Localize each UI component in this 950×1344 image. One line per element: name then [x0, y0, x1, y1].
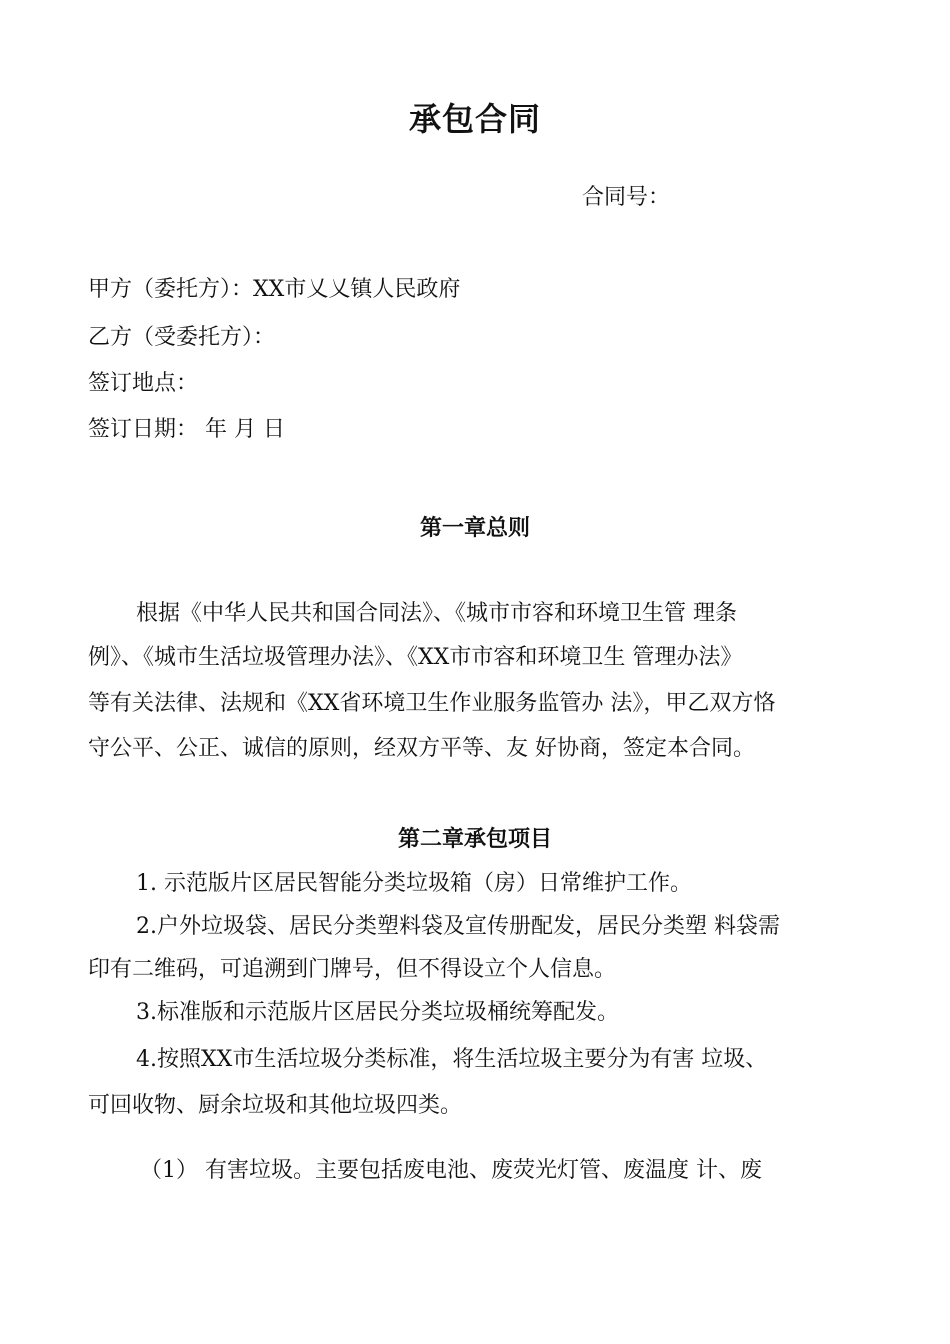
chapter-2-item-2-line-1: 2.户外垃圾袋、居民分类塑料袋及宣传册配发，居民分类塑 料袋需 — [136, 914, 780, 939]
chapter-1-line-2: 例》、《城市生活垃圾管理办法》、《XX市市容和环境卫生 管理办法》 — [88, 645, 743, 670]
chapter-1-line-1: 根据《中华人民共和国合同法》、《城市市容和环境卫生管 理条 — [136, 601, 737, 626]
document-title: 承包合同 — [408, 100, 541, 138]
chapter-2-heading: 第二章承包项目 — [397, 827, 552, 852]
chapter-2-item-3: 3.标准版和示范版片区居民分类垃圾桶统筹配发。 — [136, 1000, 619, 1025]
party-a-line: 甲方（委托方）：XX市乂乂镇人民政府 — [88, 277, 461, 302]
signing-date-line: 签订日期： 年 月 日 — [88, 417, 285, 442]
chapter-2-sub-item-1: （1） 有害垃圾。主要包括废电池、废荧光灯管、废温度 计、废 — [140, 1158, 762, 1183]
chapter-2-item-1: 1. 示范版片区居民智能分类垃圾箱（房）日常维护工作。 — [136, 871, 692, 896]
signing-place-line: 签订地点： — [88, 371, 199, 396]
chapter-2-item-2-line-2: 印有二维码，可追溯到门牌号，但不得设立个人信息。 — [88, 957, 617, 982]
contract-number-label: 合同号： — [582, 185, 671, 210]
chapter-2-item-4-line-2: 可回收物、厨余垃圾和其他垃圾四类。 — [88, 1093, 463, 1118]
chapter-1-line-3: 等有关法律、法规和《XX省环境卫生作业服务监管办 法》，甲乙双方恪 — [88, 691, 776, 716]
chapter-2-item-4-line-1: 4.按照XX市生活垃圾分类标准，将生活垃圾主要分为有害 垃圾、 — [136, 1047, 768, 1072]
chapter-1-line-4: 守公平、公正、诚信的原则，经双方平等、友 好协商，签定本合同。 — [88, 736, 755, 761]
party-b-line: 乙方（受委托方）： — [88, 325, 276, 350]
chapter-1-heading: 第一章总则 — [419, 516, 530, 541]
